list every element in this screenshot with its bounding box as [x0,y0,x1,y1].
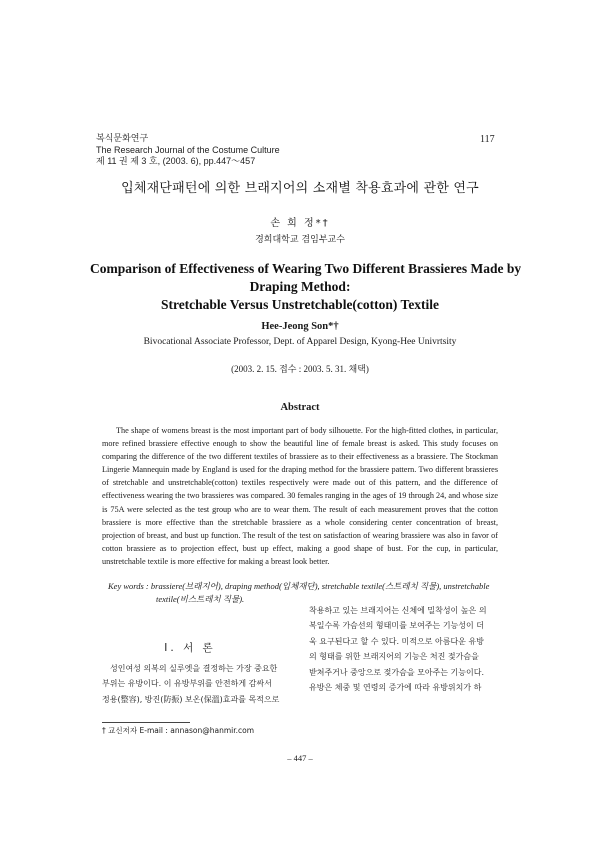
submission-dates: (2003. 2. 15. 접수 : 2003. 5. 31. 채택) [231,364,369,374]
abstract-heading: Abstract [280,402,320,413]
english-title [90,260,522,314]
body-line: 의 형태를 위한 브래지어의 기능은 처진 젖가슴을 [309,652,479,662]
korean-affiliation: 경희대학교 겸임부교수 [255,235,345,245]
keywords-line: Key words : brassiere(브래지어), draping method(입체재단), stretchable textile(스트레치 직물), unstretchable [108,581,490,591]
body-line: 정용(整容), 방진(防振) 보온(保溫)효과를 목적으로 [102,694,280,704]
page-number: 117 [480,134,495,145]
body-line: 부위는 유방이다. 이 유방부위를 안전하게 감싸서 [102,679,272,689]
english-author: Hee-Jeong Son*† [261,321,339,332]
body-column-left [102,661,296,707]
footnote: † 교신저자 E-mail : annason@hanmir.com [102,726,255,735]
journal-header [96,133,280,168]
journal-volume: 제 11 권 제 3 호, (2003. 6), pp.447～457 [96,156,256,166]
english-affiliation: Bivocational Associate Professor, Dept. of Apparel Design, Kyong-Hee Univrtsity [143,337,457,347]
body-line: 성인여성 의복의 실루엣을 결정하는 가장 중요한 [110,664,278,673]
english-title-line: Comparison of Effectiveness of Wearing Two Different Brassieres Made by [90,261,522,276]
footnote-divider [102,722,190,723]
korean-author: 손 희 정*† [270,218,330,229]
keywords-line: textile(비스트레치 직물). [156,593,245,604]
english-title-line: Stretchable Versus Unstretchable(cotton) Textile [160,297,440,312]
korean-title: 입체재단패턴에 의한 브래지어의 소재별 착용효과에 관한 연구 [121,181,479,196]
journal-name-english: The Research Journal of the Costume Culture [96,144,280,155]
page-footer-number: – 447 – [287,753,313,763]
body-line: 받쳐주거나 중앙으로 젖가슴을 모아주는 기능이다. [309,667,485,677]
body-line: 착용하고 있는 브래지어는 신체에 밀착성이 높은 의 [309,606,487,615]
body-line: 복일수록 가슴선의 형태미를 보여주는 기능성이 더 [309,621,485,631]
journal-name-korean: 복식문화연구 [96,133,149,143]
body-column-right [309,603,505,695]
body-line: 욱 요구된다고 할 수 있다. 미적으로 아름다운 유방 [309,636,484,646]
english-title-line: Draping Method: [249,279,351,294]
abstract-text: The shape of womens breast is the most important part of body silhouette. For the high-fitted clothes, in particular, more refined brassiere effective enough to show the beautiful line of female breast is asked. This study focuses on comparing the difference of the two different textiles of brassiere as to their effectiveness as a brassiere. The Stockman Lingerie Mannequin made by England is used for the draping method for the brassiere pattern. Two different brassieres of stretchable and unstretchable(cotton) textiles respectively were made out of this pattern, and the difference of effectiveness wearing the two brassieres was compared. 30 females ranging in the ages of 19 through 24, and whose size is 75A were selected as the test group who are to wear them. The result of each measurement proves that the cotton brassiere is more effective than the stretchable brassiere as a whole considering center concentration of breast, projection of breast, and bust up function. The result of the test on satisfaction of wearing brassiere was also in favor of cotton brassiere as to projection effect, bust up effect, making a good shape of bust. For the cup, in particular, unstretchable textile is more effective for making a breast look better. [102,426,498,566]
body-line: 유방은 체중 및 연령의 증가에 따라 유방위치가 하 [309,683,482,693]
keywords [108,580,508,605]
section-heading: Ⅰ. 서 론 [164,642,216,654]
